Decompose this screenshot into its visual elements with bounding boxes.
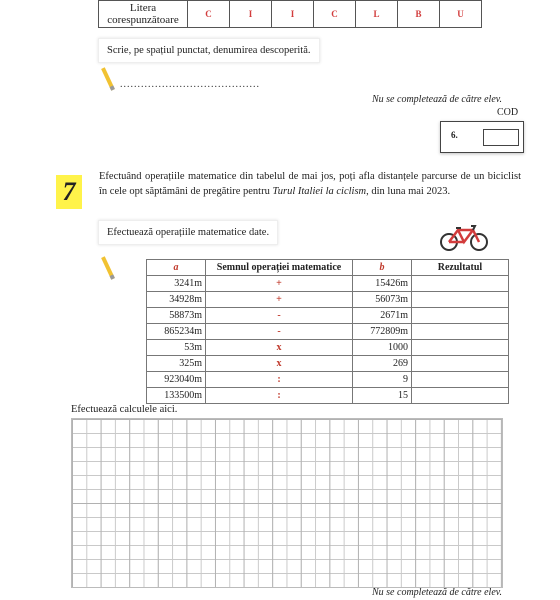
cell-a: 865234m [147,324,206,340]
col-a-header: a [147,260,206,276]
cell-result[interactable] [412,388,509,404]
operations-table [146,259,509,404]
cell-a: 3241m [147,276,206,292]
cell-b: 15 [353,388,412,404]
cell-sign: + [206,276,353,292]
cell-sign: : [206,388,353,404]
cell-a: 34928m [147,292,206,308]
cell-sign: - [206,308,353,324]
calculation-grid[interactable] [71,418,503,588]
cell-sign: x [206,356,353,372]
cell-b: 269 [353,356,412,372]
pencil-icon [101,256,115,279]
table-row [147,308,509,324]
letters-header [99,1,188,28]
letter-cell: C [314,1,356,28]
cell-result[interactable] [412,356,509,372]
intro-text-end: , din luna mai 2023. [366,186,451,197]
letter-cell: C [188,1,230,28]
pencil-icon [101,67,115,90]
instruction-write: Scrie, pe spațiul punctat, denumirea descoperită. [98,38,320,63]
cell-sign: + [206,292,353,308]
calc-label: Efectuează calculele aici. [71,404,178,415]
cell-b: 772809m [353,324,412,340]
table-row [147,324,509,340]
cell-result[interactable] [412,292,509,308]
code-box [440,121,524,153]
letter-cell: U [440,1,482,28]
table-row [147,356,509,372]
letters-header-line2: corespunzătoare [107,14,179,26]
cell-a: 53m [147,340,206,356]
table-row [147,340,509,356]
table-row [147,372,509,388]
cell-a: 923040m [147,372,206,388]
cell-result[interactable] [412,372,509,388]
cell-result[interactable] [412,340,509,356]
note-bottom: Nu se completează de către elev. [372,587,502,598]
note-top: Nu se completează de către elev. [372,94,502,105]
cell-b: 1000 [353,340,412,356]
col-b-header: b [353,260,412,276]
table-row [147,388,509,404]
letter-cell: L [356,1,398,28]
letter-cell: B [398,1,440,28]
cell-result[interactable] [412,276,509,292]
cell-a: 58873m [147,308,206,324]
cell-b: 9 [353,372,412,388]
instruction-ops: Efectuează operațiile matematice date. [98,220,278,245]
table-row [147,292,509,308]
cell-a: 133500m [147,388,206,404]
bicycle-icon [438,222,490,252]
letters-table [98,0,482,28]
cell-b: 2671m [353,308,412,324]
cell-result[interactable] [412,324,509,340]
table-row [147,276,509,292]
cell-a: 325m [147,356,206,372]
cell-sign: : [206,372,353,388]
code-square [483,129,519,146]
letter-cell: I [230,1,272,28]
item-number-badge: 7 [56,175,82,209]
cell-result[interactable] [412,308,509,324]
cell-b: 15426m [353,276,412,292]
code-number: 6. [451,130,458,140]
item-intro [99,169,521,199]
cell-sign: - [206,324,353,340]
answer-line[interactable]: ........................................ [120,79,260,90]
intro-text: Efectuând operațiile matematice din tabelul de mai jos, poți afla distanțele parcurse de un biciclist în cele opt săptămâni de pregătire pentru [99,171,521,197]
intro-italic: Turul Italiei la ciclism [272,186,367,197]
cod-label: COD [497,107,519,118]
col-sign-header: Semnul operației matematice [206,260,353,276]
cell-b: 56073m [353,292,412,308]
letters-header-line1: Litera [129,2,157,14]
cell-sign: x [206,340,353,356]
letter-cell: I [272,1,314,28]
col-result-header: Rezultatul [412,260,509,276]
